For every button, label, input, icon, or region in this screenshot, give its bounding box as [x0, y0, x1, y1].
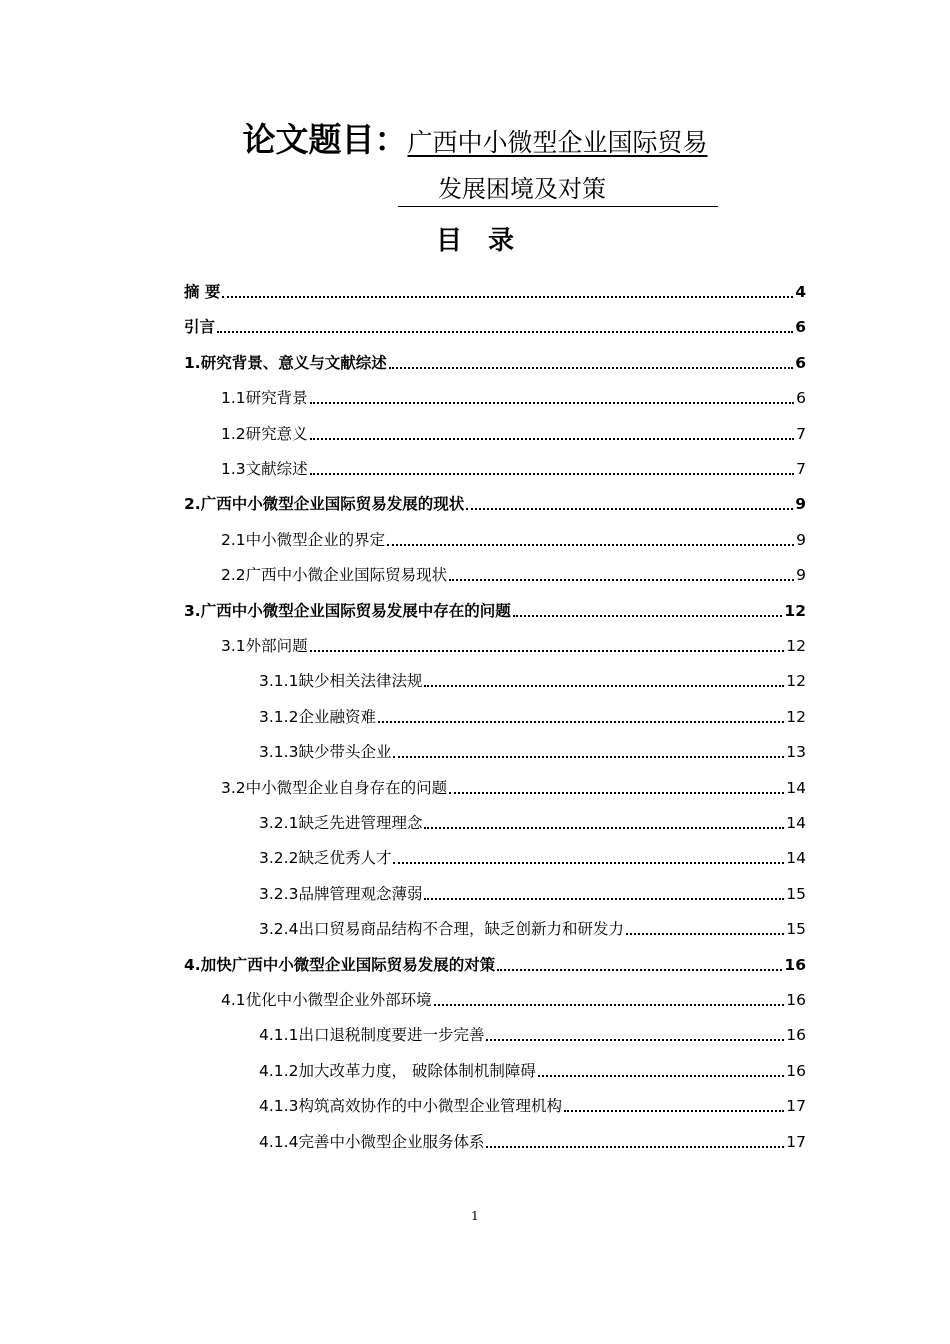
toc-entry-number: 4.: [184, 955, 201, 974]
toc-entry-number: 3.1.1: [259, 672, 299, 691]
toc-entry-number: 3.2.1: [259, 814, 299, 832]
toc-entry-title: 中小微型企业自身存在的问题: [245, 778, 448, 797]
toc-entry-page: 17: [786, 1132, 806, 1151]
toc-dot-leader: [434, 1003, 785, 1006]
thesis-title-line2: 发展困境及对策: [438, 175, 606, 203]
toc-entry[interactable]: [221, 379, 806, 409]
toc-entry[interactable]: [259, 839, 806, 869]
toc-dot-leader: [486, 1145, 784, 1148]
toc-entry[interactable]: [259, 1087, 806, 1117]
toc-entry-page: 14: [786, 849, 806, 868]
toc-dot-leader: [466, 507, 793, 510]
toc-dot-leader: [393, 755, 784, 758]
toc-entry-page: 7: [796, 460, 806, 478]
toc-entry-number: 4.1.4: [259, 1132, 299, 1151]
toc-entry-number: 3.1.3: [259, 743, 299, 762]
toc-entry-title: 缺少带头企业: [298, 743, 392, 762]
toc-dot-leader: [424, 897, 784, 900]
toc-dot-leader: [538, 1074, 784, 1077]
toc-entry-number: 4.1.3: [259, 1097, 299, 1116]
toc-entry-page: 12: [786, 707, 806, 726]
toc-dot-leader: [310, 437, 794, 440]
toc-dot-leader: [310, 472, 794, 475]
toc-entry-number: 3.1.2: [259, 707, 299, 726]
toc-entry[interactable]: [184, 273, 806, 303]
toc-entry-title: 加大改革力度， 破除体制机制障碍: [298, 1061, 536, 1080]
toc-entry-page: 9: [795, 495, 806, 514]
page-number: 1: [471, 1209, 479, 1223]
toc-dot-leader: [424, 826, 784, 829]
toc-entry-number: 3.2: [221, 778, 246, 797]
toc-entry-number: 2.2: [221, 566, 246, 585]
toc-entry-page: 16: [784, 955, 806, 974]
toc-dot-leader: [449, 578, 794, 581]
toc-entry-number: 3.2.3: [259, 884, 299, 903]
toc-entry-title: 出口贸易商品结构不合理，缺乏创新力和研发力: [298, 920, 624, 939]
thesis-title-label: 论文题目：: [242, 120, 408, 159]
toc-dot-leader: [424, 684, 784, 687]
toc-entry-number: 2.: [184, 495, 201, 514]
toc-entry-page: 6: [795, 318, 806, 337]
toc-entry-number: 4.1.1: [259, 1026, 299, 1045]
toc-entry-number: 3.1: [221, 637, 246, 655]
toc-entry-title: 中小微型企业的界定: [245, 530, 386, 549]
toc-entry-title: 品牌管理观念薄弱: [298, 884, 423, 903]
toc-entry-page: 14: [786, 778, 806, 797]
toc-dot-leader: [564, 1109, 784, 1112]
toc-dot-leader: [378, 720, 784, 723]
toc-entry[interactable]: [184, 344, 806, 374]
toc-entry[interactable]: [221, 415, 806, 445]
toc-entry-number: 4.1: [221, 991, 246, 1009]
toc-dot-leader: [222, 295, 793, 298]
toc-entry[interactable]: [221, 450, 806, 480]
toc-entry-page: 12: [784, 601, 806, 620]
toc-entry[interactable]: [184, 485, 806, 515]
toc-entry[interactable]: [259, 910, 806, 940]
toc-entry[interactable]: [221, 981, 806, 1011]
toc-entry-number: 3.2.4: [259, 920, 299, 939]
toc-entry[interactable]: [259, 1016, 806, 1046]
toc-entry-title: 外部问题: [245, 637, 308, 655]
toc-entry[interactable]: [259, 1123, 806, 1153]
thesis-title: [0, 118, 950, 165]
toc-entry-number: 3.: [184, 601, 201, 620]
toc-dot-leader: [389, 366, 794, 369]
toc-dot-leader: [310, 401, 794, 404]
toc-entry-page: 9: [796, 566, 806, 585]
toc-entry-title: 企业融资难: [298, 707, 376, 726]
toc-entry[interactable]: [221, 521, 806, 551]
toc-entry-title: 广西中小微企业国际贸易现状: [245, 566, 448, 585]
toc-entry-number: 1.2: [221, 424, 246, 443]
toc-entry-title: 广西中小微型企业国际贸易发展中存在的问题: [200, 601, 511, 620]
toc-entry-page: 13: [786, 743, 806, 762]
toc-entry-number: 2.1: [221, 530, 246, 549]
toc-entry-page: 14: [786, 814, 806, 832]
toc-entry-title: 构筑高效协作的中小微型企业管理机构: [298, 1097, 562, 1116]
toc-entry-number: 1.: [184, 353, 201, 372]
toc-entry-page: 9: [796, 530, 806, 549]
toc-entry-page: 16: [786, 1026, 806, 1045]
toc-entry[interactable]: [259, 804, 806, 834]
toc-dot-leader: [217, 330, 793, 333]
toc-entry-page: 7: [796, 424, 806, 443]
toc-entry-title: 缺乏优秀人才: [298, 849, 392, 868]
toc-entry-page: 12: [786, 672, 806, 691]
toc-entry-page: 17: [786, 1097, 806, 1116]
thesis-title-line2-container: [398, 172, 718, 207]
toc-entry[interactable]: [259, 733, 806, 763]
toc-entry-title: 加快广西中小微型企业国际贸易发展的对策: [200, 955, 496, 974]
toc-entry-title: 引言: [184, 318, 216, 337]
toc-entry-title: 缺少相关法律法规: [298, 672, 423, 691]
toc-entry[interactable]: [259, 698, 806, 728]
toc-dot-leader: [387, 543, 794, 546]
toc-entry-title: 摘 要: [184, 283, 221, 301]
toc-entry-number: 1.1: [221, 389, 246, 408]
toc-entry[interactable]: [259, 875, 806, 905]
toc-entry-title: 优化中小微型企业外部环境: [245, 991, 432, 1009]
toc-entry-page: 16: [786, 1061, 806, 1080]
toc-entry-page: 15: [786, 920, 806, 939]
toc-entry-title: 研究意义: [245, 424, 308, 443]
toc-heading: 目录: [435, 226, 540, 256]
toc-entry[interactable]: [184, 946, 806, 976]
toc-entry[interactable]: [221, 769, 806, 799]
toc-dot-leader: [486, 1038, 784, 1041]
toc-dot-leader: [626, 932, 784, 935]
toc-entry-page: 6: [795, 353, 806, 372]
toc-dot-leader: [310, 649, 785, 652]
toc-entry[interactable]: [184, 592, 806, 622]
toc-entry[interactable]: [259, 1052, 806, 1082]
toc-entry-title: 文献综述: [245, 460, 308, 478]
toc-entry-page: 6: [796, 389, 806, 408]
toc-entry-number: 1.3: [221, 460, 246, 478]
toc-entry-title: 研究背景: [245, 389, 308, 408]
toc-entry-number: 4.1.2: [259, 1061, 299, 1080]
thesis-title-line1: 广西中小微型企业国际贸易: [407, 128, 708, 157]
toc-entry[interactable]: [259, 662, 806, 692]
toc-entry[interactable]: [221, 627, 806, 657]
toc-entry-title: 出口退税制度要进一步完善: [298, 1026, 485, 1045]
toc-entry-page: 4: [795, 283, 806, 301]
toc-dot-leader: [513, 614, 783, 617]
toc-dot-leader: [497, 968, 782, 971]
toc-entry-title: 广西中小微型企业国际贸易发展的现状: [200, 495, 465, 514]
toc-entry-page: 16: [786, 991, 806, 1009]
toc-entry-title: 研究背景、意义与文献综述: [200, 353, 387, 372]
toc-entry-page: 15: [786, 884, 806, 903]
toc-entry-title: 缺乏先进管理理念: [298, 814, 423, 832]
toc-entry-title: 完善中小微型企业服务体系: [298, 1132, 485, 1151]
toc-dot-leader: [449, 791, 784, 794]
toc-entry[interactable]: [184, 308, 806, 338]
toc-entry-number: 3.2.2: [259, 849, 299, 868]
toc-entry-page: 12: [786, 637, 806, 655]
toc-dot-leader: [393, 861, 784, 864]
toc-entry[interactable]: [221, 556, 806, 586]
